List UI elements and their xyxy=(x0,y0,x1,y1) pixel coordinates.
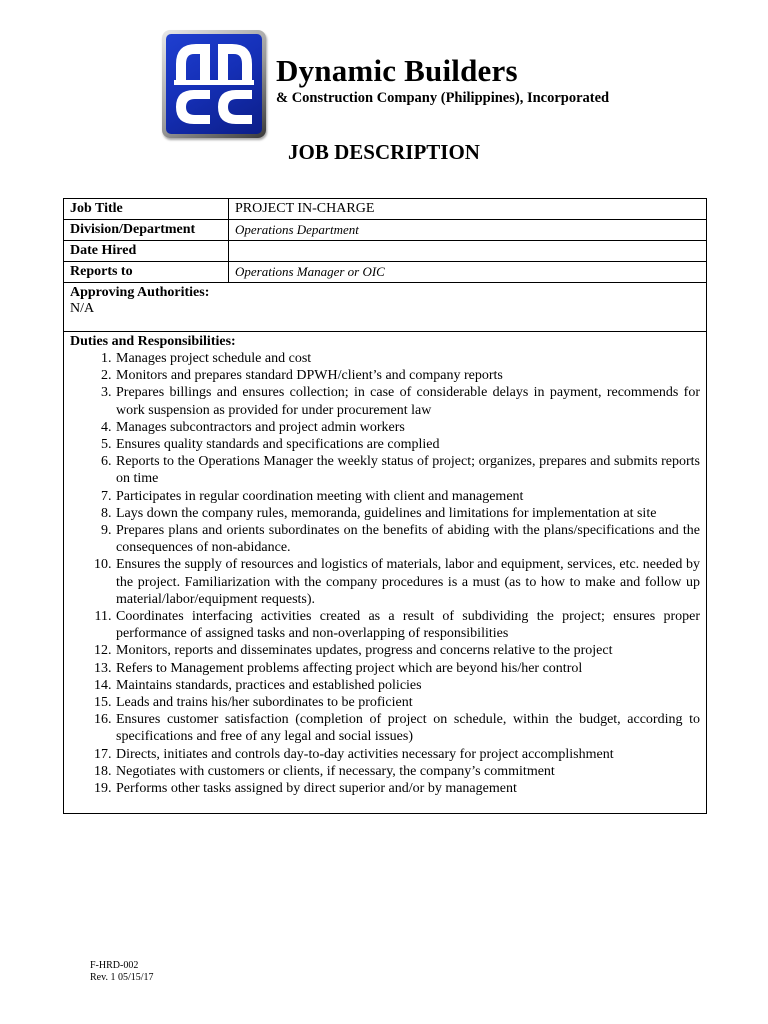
duty-item: 2. Monitors and prepares standard DPWH/client’s and company reports xyxy=(115,367,700,384)
duty-item: 11. Coordinates interfacing activities created as a result of subdividing the project; ensures proper performance of assigned tasks and non-overlapping of responsibilities xyxy=(115,608,700,642)
reports-to-label: Reports to xyxy=(64,262,229,283)
duty-item: 18. Negotiates with customers or clients, if necessary, the company’s commitment xyxy=(115,763,700,780)
division-value: Operations Department xyxy=(229,220,707,241)
logo-emblem xyxy=(166,34,262,134)
duty-item: 12. Monitors, reports and disseminates updates, progress and concerns relative to the project xyxy=(115,642,700,659)
row-approving xyxy=(64,283,707,332)
logo-letters-graphic xyxy=(166,34,262,134)
revision-info: Rev. 1 05/15/17 xyxy=(90,972,154,983)
duty-item: 15. Leads and trains his/her subordinates to be proficient xyxy=(115,694,700,711)
duty-item: 6. Reports to the Operations Manager the weekly status of project; organizes, prepares and submits reports on time xyxy=(115,453,700,487)
division-label: Division/Department xyxy=(64,220,229,241)
duty-item: 19. Performs other tasks assigned by direct superior and/or by management xyxy=(115,780,700,797)
row-job-title xyxy=(64,199,707,220)
job-title-value: PROJECT IN-CHARGE xyxy=(229,199,707,220)
duty-item: 1. Manages project schedule and cost xyxy=(115,350,700,367)
duty-item: 7. Participates in regular coordination meeting with client and management xyxy=(115,488,700,505)
company-name: Dynamic Builders xyxy=(276,53,518,88)
document-title xyxy=(0,140,768,165)
document-title-text: JOB DESCRIPTION xyxy=(288,140,480,164)
row-division xyxy=(64,220,707,241)
company-logo xyxy=(162,30,266,138)
duties-list xyxy=(70,350,700,797)
date-hired-label: Date Hired xyxy=(64,241,229,262)
row-reports-to xyxy=(64,262,707,283)
date-hired-value xyxy=(229,241,707,262)
job-info-table xyxy=(63,198,707,814)
duty-item: 8. Lays down the company rules, memoranda, guidelines and limitations for implementation at site xyxy=(115,505,700,522)
reports-to-value: Operations Manager or OIC xyxy=(229,262,707,283)
duty-item: 9. Prepares plans and orients subordinates on the benefits of abiding with the plans/specifications and the consequences of non-abidance. xyxy=(115,522,700,556)
form-code: F-HRD-002 xyxy=(90,960,139,971)
job-title-label: Job Title xyxy=(64,199,229,220)
company-subtitle: & Construction Company (Philippines), Incorporated xyxy=(276,90,610,106)
duties-cell xyxy=(64,332,707,814)
approving-value: N/A xyxy=(70,301,95,316)
row-duties xyxy=(64,332,707,814)
duty-item: 5. Ensures quality standards and specifications are complied xyxy=(115,436,700,453)
row-date-hired xyxy=(64,241,707,262)
duty-item: 16. Ensures customer satisfaction (completion of project on schedule, within the budget, according to specifications and free of any legal and social issues) xyxy=(115,711,700,745)
duty-item: 17. Directs, initiates and controls day-to-day activities necessary for project accomplishment xyxy=(115,746,700,763)
approving-cell xyxy=(64,283,707,332)
duty-item: 10. Ensures the supply of resources and logistics of materials, labor and equipment, services, etc. needed by the project. Familiarization with the company procedures is a must (as to how to make and follow up material/labor/equipment requests). xyxy=(115,556,700,608)
duties-label: Duties and Responsibilities: xyxy=(70,334,236,349)
duty-item: 14. Maintains standards, practices and established policies xyxy=(115,677,700,694)
form-footer xyxy=(90,960,154,984)
approving-label: Approving Authorities: xyxy=(70,285,210,300)
company-block xyxy=(276,54,609,107)
duty-item: 3. Prepares billings and ensures collection; in case of considerable delays in payment, recommends for work suspension as provided for under procurement law xyxy=(115,384,700,418)
duty-item: 13. Refers to Management problems affecting project which are beyond his/her control xyxy=(115,660,700,677)
duty-item: 4. Manages subcontractors and project admin workers xyxy=(115,419,700,436)
letterhead xyxy=(162,30,609,138)
